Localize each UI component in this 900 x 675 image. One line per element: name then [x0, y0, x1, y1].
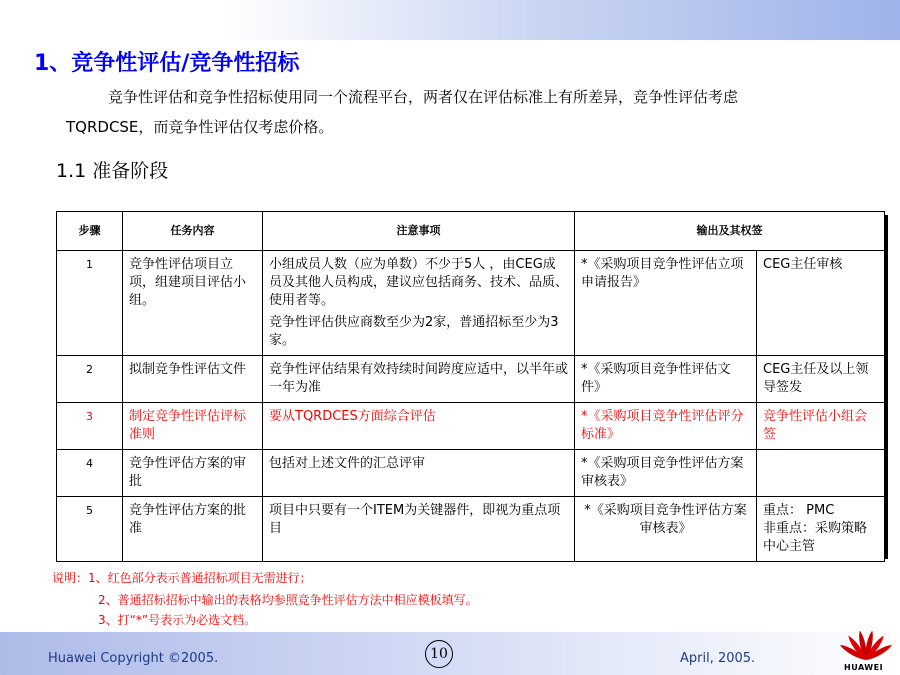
- row-step: 3: [57, 403, 123, 450]
- row-step: 1: [57, 251, 123, 356]
- row-output: *《采购项目竞争性评估方案审核表》: [575, 497, 757, 562]
- header-step: 步骤: [57, 212, 123, 251]
- row-task: 竞争性评估方案的批准: [123, 497, 263, 562]
- row-output: *《采购项目竞争性评估文件》: [575, 356, 757, 403]
- row-task: 竞争性评估项目立项，组建项目评估小组。: [123, 251, 263, 356]
- table-header-row: [57, 212, 885, 251]
- header-notes: 注意事项: [263, 212, 575, 251]
- row-note-b: 竞争性评估供应商数至少为2家，普通招标至少为3家。: [269, 315, 559, 348]
- row-sign: CEG主任及以上领导签发: [757, 356, 885, 403]
- intro-line-2: TQRDCSE，而竞争性评估仅考虑价格。: [66, 118, 334, 136]
- row-task: 竞争性评估方案的审批: [123, 450, 263, 497]
- section-heading: 1.1 准备阶段: [56, 160, 169, 182]
- row-notes: [263, 251, 575, 356]
- row-sign-nonkey: 非重点：采购策略中心主管: [763, 521, 868, 554]
- row-task: 制定竞争性评估评标准则: [123, 403, 263, 450]
- table-row: [57, 251, 885, 356]
- note-3: 3、打“*”号表示为必选文档。: [98, 613, 257, 627]
- header-band: [0, 0, 900, 40]
- row-sign-key: 重点： PMC: [763, 503, 835, 518]
- row-sign: [757, 450, 885, 497]
- page-number: 10: [425, 640, 453, 668]
- footer-date: April, 2005.: [680, 651, 756, 666]
- table-row: [57, 497, 885, 562]
- row-notes: 要从TQRDCES方面综合评估: [263, 403, 575, 450]
- row-step: 2: [57, 356, 123, 403]
- row-sign: CEG主任审核: [757, 251, 885, 356]
- row-output: *《采购项目竞争性评估评分标准》: [575, 403, 757, 450]
- slide-title: 1、竞争性评估/竞争性招标: [34, 51, 300, 76]
- note-2: 2、普通招标招标中输出的表格均参照竞争性评估方法中相应模板填写。: [98, 593, 478, 607]
- row-notes: 包括对上述文件的汇总评审: [263, 450, 575, 497]
- table-row: [57, 450, 885, 497]
- table-row-optional: [57, 403, 885, 450]
- logo-wordmark: HUAWEI: [844, 663, 884, 672]
- row-notes: 项目中只要有一个ITEM为关键器件，即视为重点项目: [263, 497, 575, 562]
- note-1: 说明：1、红色部分表示普通招标项目无需进行；: [52, 571, 312, 585]
- row-task: 拟制竞争性评估文件: [123, 356, 263, 403]
- process-table-container: [56, 211, 884, 555]
- header-output: 输出及其权签: [575, 212, 885, 251]
- header-task: 任务内容: [123, 212, 263, 251]
- row-note-a: 小组成员人数（应为单数）不少于5人 ，由CEG成员及其他人员构成，建议应包括商务、技术、品质、使用者等。: [269, 257, 569, 308]
- row-output: *《采购项目竞争性评估方案审核表》: [575, 450, 757, 497]
- row-sign: 竞争性评估小组会签: [757, 403, 885, 450]
- copyright-text: Huawei Copyright ©2005.: [48, 651, 219, 666]
- table-row: [57, 356, 885, 403]
- row-step: 4: [57, 450, 123, 497]
- row-sign: [757, 497, 885, 562]
- process-table: [56, 211, 885, 562]
- row-notes: 竞争性评估结果有效持续时间跨度应适中，以半年或一年为准: [263, 356, 575, 403]
- row-output: *《采购项目竞争性评估立项申请报告》: [575, 251, 757, 356]
- intro-line-1: 竞争性评估和竞争性招标使用同一个流程平台，两者仅在评估标准上有所差异，竞争性评估考虑: [108, 88, 739, 106]
- row-step: 5: [57, 497, 123, 562]
